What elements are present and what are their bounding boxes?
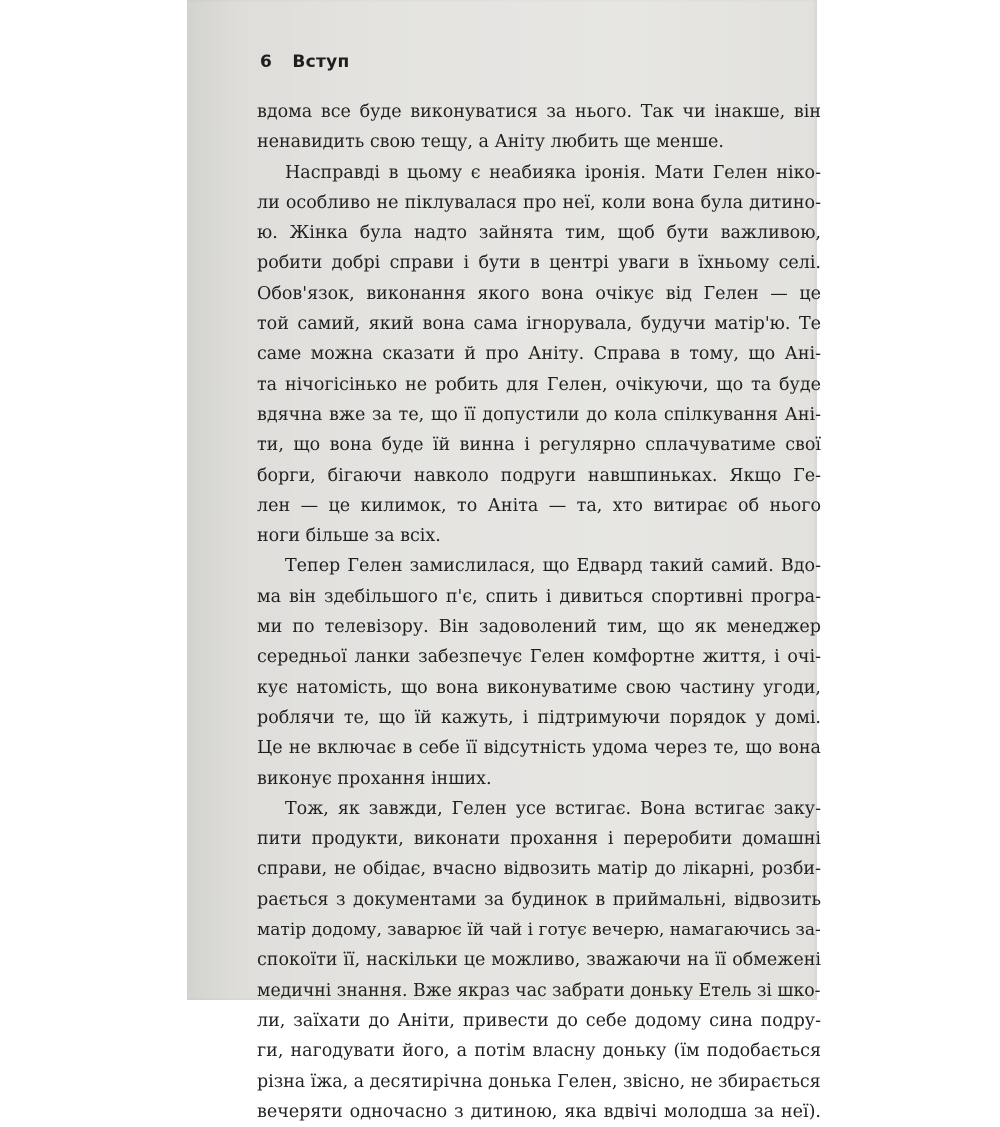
text-line: середньої ланки забезпечує Гелен комфортне життя, і очі-: [257, 647, 821, 668]
text-line: роблячи те, що їй кажуть, і підтримуючи порядок у домі.: [257, 707, 821, 728]
running-head: [260, 52, 350, 72]
text-line: кує натомість, що вона виконуватиме свою частину угоди,: [257, 677, 821, 698]
text-line: різна їжа, а десятирічна донька Гелен, звісно, не збирається: [257, 1071, 821, 1092]
text-line: виконує прохання інших.: [257, 768, 492, 789]
text-line: лен — це килимок, то Аніта — та, хто витирає об нього: [257, 495, 821, 516]
text-line: рається з документами за будинок в приймальні, відвозить: [257, 889, 821, 910]
page-number: 6: [260, 52, 273, 72]
text-line: спокоїти її, наскільки це можливо, зважаючи на її обмежені: [257, 950, 821, 971]
text-line: робити добрі справи і бути в центрі уваги в їхньому селі.: [257, 253, 821, 274]
text-line: ма він здебільшого п'є, спить і дивиться спортивні програ-: [257, 586, 821, 607]
text-line: медичні знання. Вже якраз час забрати доньку Етель зі шко-: [257, 980, 821, 1001]
text-line: ти, що вона буде їй винна і регулярно сплачуватиме свої: [257, 435, 821, 456]
text-line: Обов'язок, виконання якого вона очікує від Гелен — це: [257, 283, 821, 304]
text-line: ненавидить свою тещу, а Аніту любить ще менше.: [257, 132, 724, 153]
text-line: Це не включає в себе її відсутність удома через те, що вона: [257, 738, 821, 759]
text-line: вечеряти одночасно з дитиною, яка вдвічі молодша за неї).: [257, 1101, 821, 1122]
text-line: ю. Жінка була надто зайнята тим, щоб бути важливою,: [257, 223, 821, 244]
text-line: Насправді в цьому є неабияка іронія. Мати Гелен ніко-: [285, 162, 821, 183]
section-title: Вступ: [292, 52, 350, 72]
text-line: борги, бігаючи навколо подруги навшпиньках. Якщо Ге-: [257, 465, 821, 486]
text-line: ми по телевізору. Він задоволений тим, що як менеджер: [257, 617, 821, 638]
text-line: ли, заїхати до Аніти, привести до себе додому сина подру-: [257, 1010, 821, 1031]
text-line: ноги більше за всіх.: [257, 526, 441, 547]
text-line: та нічогісінько не робить для Гелен, очікуючи, що та буде: [257, 374, 821, 395]
text-line: матір додому, заварює їй чай і готує вечерю, намагаючись за-: [257, 920, 821, 941]
body-text: [257, 97, 821, 1127]
text-line: саме можна сказати й про Аніту. Справа в тому, що Ані-: [257, 344, 821, 365]
text-line: вдячна вже за те, що її допустили до кола спілкування Ані-: [257, 404, 821, 425]
text-line: Тепер Гелен замислилася, що Едвард такий самий. Вдо-: [285, 556, 821, 577]
text-line: пити продукти, виконати прохання і переробити домашні: [257, 829, 821, 850]
text-line: вдома все буде виконуватися за нього. Так чи інакше, він: [257, 102, 821, 122]
text-line: справи, не обідає, вчасно відвозить матір до лікарні, розби-: [257, 859, 821, 880]
book-page: [187, 0, 821, 1122]
text-line: ли особливо не піклувалася про неї, коли вона була дитино-: [257, 192, 821, 213]
text-line: Тож, як завжди, Гелен усе встигає. Вона встигає заку-: [285, 798, 821, 819]
text-line: ги, нагодувати його, а потім власну доньку (їм подобається: [257, 1041, 821, 1062]
text-line: той самий, який вона сама ігнорувала, будучи матір'ю. Те: [257, 314, 821, 335]
